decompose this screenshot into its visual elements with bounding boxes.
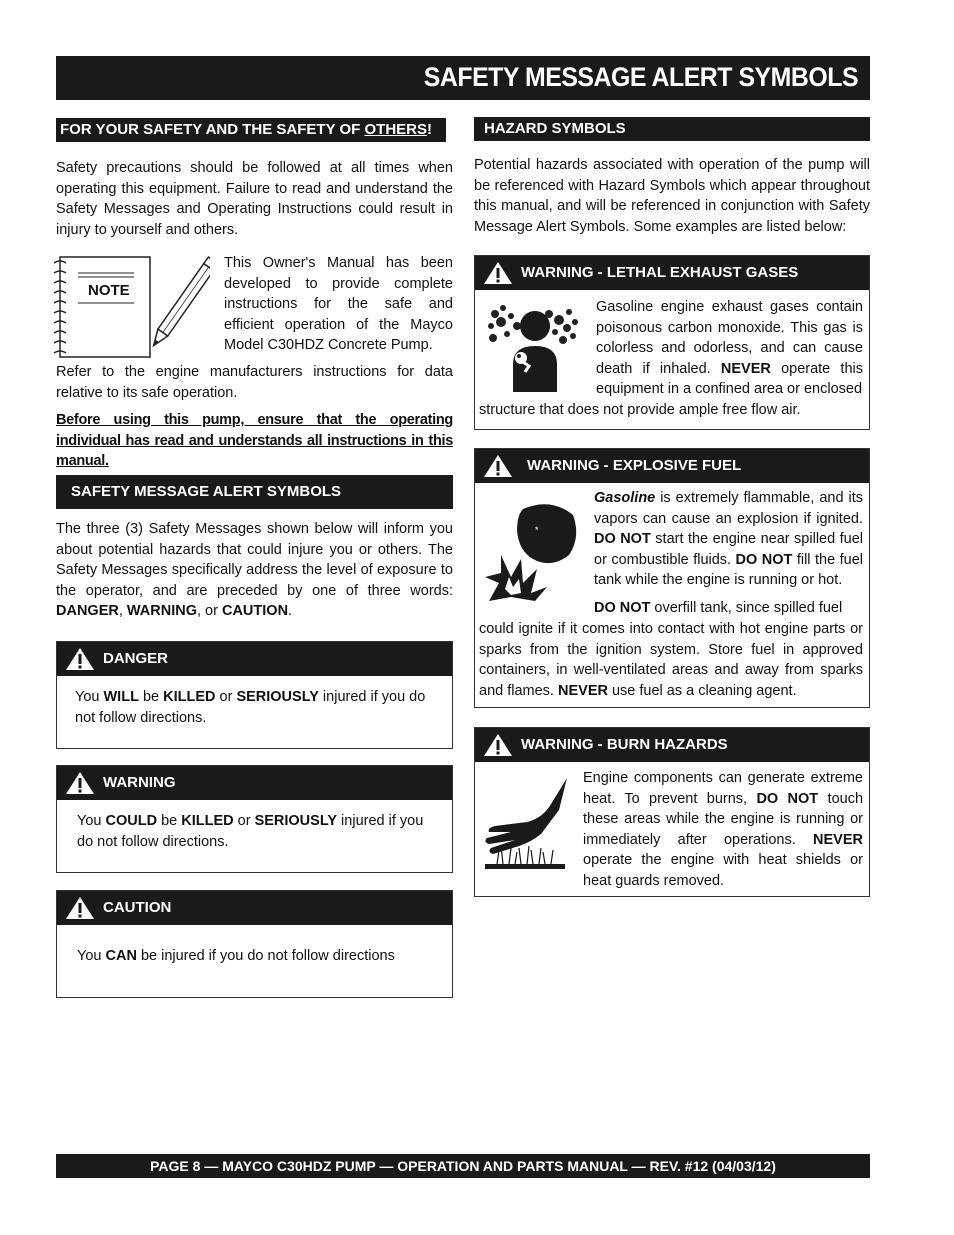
sma-heading: SAFETY MESSAGE ALERT SYMBOLS xyxy=(56,475,453,509)
exhaust-text-cont: structure that does not provide ample free flow air. xyxy=(479,402,801,418)
intro-paragraph: Safety precautions should be followed at all times when operating this equipment. Failure to read and understand the Safety Messages and Operating Instructions could result in injury to yourself and others. xyxy=(56,160,453,238)
exhaust-gas-icon xyxy=(483,294,583,392)
danger-header xyxy=(57,642,452,676)
word-danger: DANGER xyxy=(56,603,119,620)
danger-label: DANGER xyxy=(103,650,169,667)
fuel-header xyxy=(475,449,869,483)
explosive-fuel-icon xyxy=(481,497,581,607)
burn-header xyxy=(475,728,869,762)
page-title-bar xyxy=(56,56,870,100)
safety-heading-text: FOR YOUR SAFETY AND THE SAFETY OF xyxy=(60,121,365,138)
exhaust-text-main: Gasoline engine exhaust gases contain poisonous carbon monoxide. This gas is colorless and odorless, and can cause death if inhaled. NEVER operate this equipment in a confined area or enclosed xyxy=(596,299,863,398)
alert-triangle-icon xyxy=(65,771,95,795)
exhaust-label: WARNING - LETHAL EXHAUST GASES xyxy=(521,264,799,281)
alert-triangle-icon xyxy=(483,733,513,757)
fuel-text-overfill: DO NOT overfill tank, since spilled fuel xyxy=(594,600,843,616)
before-using-notice: Before using this pump, ensure that the operating individual has read and understands all instructions in this manual. xyxy=(56,412,453,470)
exhaust-warning-box xyxy=(474,255,870,430)
page-title: SAFETY MESSAGE ALERT SYMBOLS xyxy=(423,62,858,92)
warning-label: WARNING xyxy=(103,774,176,791)
fuel-text-main: Gasoline is extremely flammable, and its vapors can cause an explosion if ignited. DO NOT start the engine near spilled fuel or combustible fluids. DO NOT fill the fuel tank while the engine is running or hot. xyxy=(594,490,864,589)
danger-text: You WILL be KILLED or SERIOUSLY injured if you do not follow directions. xyxy=(75,689,426,726)
alert-triangle-icon xyxy=(483,454,513,478)
word-caution: CAUTION xyxy=(221,603,289,620)
warning-box xyxy=(56,765,453,873)
hazard-intro: Potential hazards associated with operation of the pump will be referenced with Hazard Symbols which appear throughout this manual, and will be referenced in conjunction with Safety Message Alert Symbols. Some examples are listed below: xyxy=(474,157,870,235)
safety-heading-others: OTHERS xyxy=(364,121,427,138)
word-warning: WARNING xyxy=(126,603,197,620)
note-notebook-icon xyxy=(50,253,210,361)
burn-hazard-icon xyxy=(481,774,571,870)
svg-text:*: * xyxy=(535,525,539,535)
burn-text: Engine components can generate extreme heat. To prevent burns, DO NOT touch these areas while the engine is running or immediately after operations. NEVER operate the engine with heat shields or heat guards removed. xyxy=(583,770,864,889)
fuel-text-cont: could ignite if it comes into contact with hot engine parts or sparks from the ignition system. Store fuel in approved containers, in well-ventilated areas and away from sparks and flames. NEVER use fuel as a cleaning agent. xyxy=(479,621,863,699)
alert-triangle-icon xyxy=(65,647,95,671)
warning-text: You COULD be KILLED or SERIOUSLY injured if you do not follow directions. xyxy=(77,813,424,850)
page-footer: PAGE 8 — MAYCO C30HDZ PUMP — OPERATION AND PARTS MANUAL — REV. #12 (04/03/12) xyxy=(56,1154,870,1178)
fuel-warning-box xyxy=(474,448,870,708)
caution-box xyxy=(56,890,453,998)
safety-heading-bang: ! xyxy=(427,121,432,138)
sma-paragraph: The three (3) Safety Messages shown below will inform you about potential hazards that could injure you or others. The Safety Messages specifically address the level of exposure to the operator, and are preceded by one of three words: DANGER, WARNING, or CAUTION. xyxy=(56,521,453,620)
caution-text: You CAN be injured if you do not follow directions xyxy=(77,948,395,964)
engine-reference: Refer to the engine manufacturers instructions for data relative to its safe operation. xyxy=(56,364,453,401)
warning-header xyxy=(57,766,452,800)
fuel-label: WARNING - EXPLOSIVE FUEL xyxy=(527,457,742,474)
note-label: NOTE xyxy=(88,282,130,299)
alert-triangle-icon xyxy=(65,896,95,920)
caution-label: CAUTION xyxy=(103,899,172,916)
burn-label: WARNING - BURN HAZARDS xyxy=(521,736,728,753)
alert-triangle-icon xyxy=(483,261,513,285)
burn-warning-box xyxy=(474,727,870,897)
danger-box xyxy=(56,641,453,749)
exhaust-header xyxy=(475,256,869,290)
caution-header xyxy=(57,891,452,925)
hazard-heading: HAZARD SYMBOLS xyxy=(474,117,870,141)
note-text: This Owner's Manual has been developed to provide complete instructions for the safe and efficient operation of the Mayco Model C30HDZ Concrete Pump. xyxy=(224,255,453,354)
safety-heading xyxy=(56,118,446,142)
